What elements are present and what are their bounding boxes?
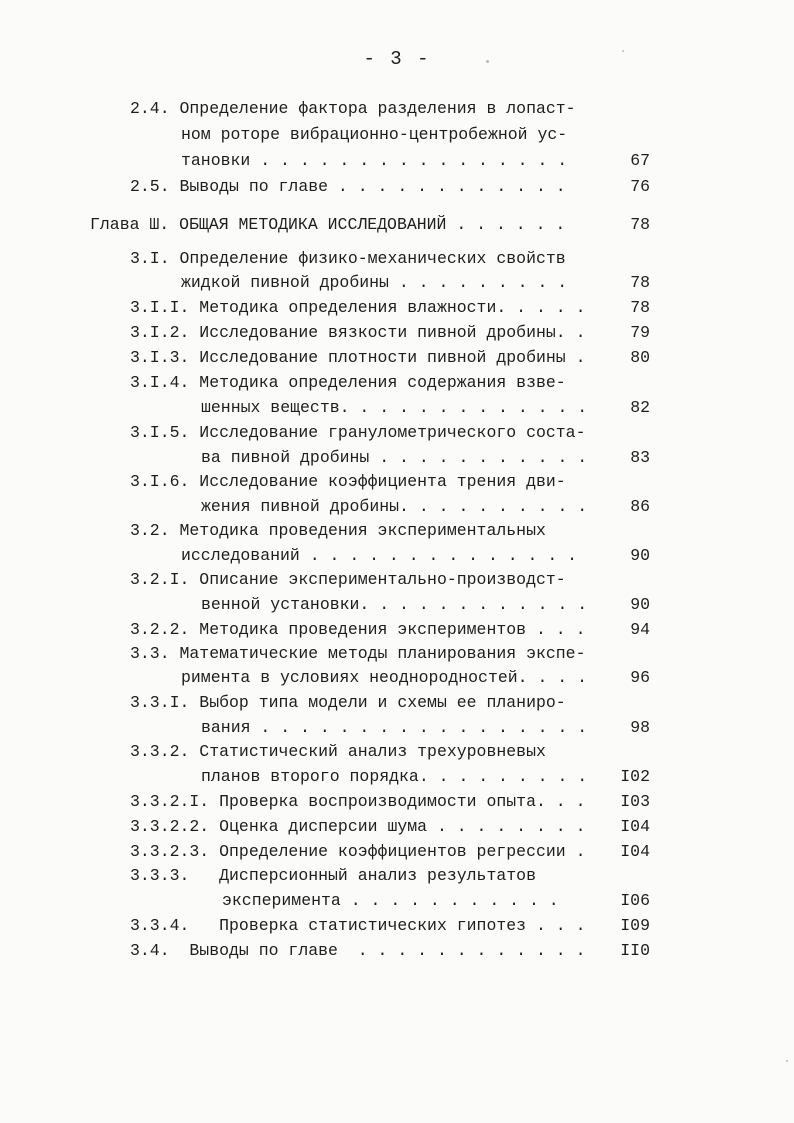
toc-entry-3-2-line-1: 3.2. Методика проведения экспериментальных: [130, 521, 546, 540]
scan-speck: [622, 50, 624, 52]
toc-entry-3-3-4-page: I09: [620, 916, 650, 935]
toc-entry-3-3-4: 3.3.4. Проверка статистических гипотез . . .: [130, 916, 586, 935]
toc-entry-3-3-line-2: римента в условиях неоднородностей. . . .: [181, 668, 587, 687]
toc-entry-3-1-1-page: 78: [630, 298, 650, 317]
toc-chapter-3-page: 78: [630, 215, 650, 234]
toc-entry-3-3-2-page: I02: [620, 767, 650, 786]
toc-entry-3-2-2: 3.2.2. Методика проведения экспериментов . . .: [130, 620, 586, 639]
toc-entry-3-3-2-2-page: I04: [620, 817, 650, 836]
toc-entry-3-3-2-1-page: I03: [620, 792, 650, 811]
toc-entry-3-1-5-line-1: 3.I.5. Исследование гранулометрического соста-: [130, 423, 586, 442]
toc-entry-3-1-1: 3.I.I. Методика определения влажности. . . . .: [130, 298, 586, 317]
toc-entry-3-2-1-line-2: венной установки. . . . . . . . . . . .: [201, 595, 588, 614]
scan-speck: [786, 1060, 788, 1062]
toc-entry-2-4-line-3: тановки . . . . . . . . . . . . . . . .: [181, 151, 568, 170]
toc-entry-3-1-3: 3.I.3. Исследование плотности пивной дробины .: [130, 348, 586, 367]
toc-entry-3-1-2-page: 79: [630, 323, 650, 342]
toc-entry-3-3-1-page: 98: [630, 718, 650, 737]
toc-entry-3-3-2-3-page: I04: [620, 842, 650, 861]
toc-entry-3-1-3-page: 80: [630, 348, 650, 367]
toc-entry-2-5-page: 76: [630, 177, 650, 196]
toc-entry-3-1-2: 3.I.2. Исследование вязкости пивной дробины. .: [130, 323, 586, 342]
toc-entry-2-4-line-2: ном роторе вибрационно-центробежной ус-: [181, 125, 568, 144]
toc-entry-2-5: 2.5. Выводы по главе . . . . . . . . . . . .: [130, 177, 566, 196]
toc-entry-3-2-1-line-1: 3.2.I. Описание экспериментально-производст-: [130, 570, 566, 589]
toc-entry-3-3-1-line-2: вания . . . . . . . . . . . . . . . . .: [201, 718, 588, 737]
toc-entry-3-3-2-2: 3.3.2.2. Оценка дисперсии шума . . . . . . . .: [130, 817, 586, 836]
toc-entry-3-1-4-page: 82: [630, 398, 650, 417]
toc-entry-3-3-page: 96: [630, 668, 650, 687]
toc-entry-3-2-2-page: 94: [630, 620, 650, 639]
toc-entry-3-3-2-line-2: планов второго порядка. . . . . . . . .: [201, 767, 588, 786]
toc-entry-3-3-3-line-1: 3.3.3. Дисперсионный анализ результатов: [130, 866, 536, 885]
toc-entry-3-1-5-page: 83: [630, 448, 650, 467]
toc-entry-3-1-5-line-2: ва пивной дробины . . . . . . . . . . .: [201, 448, 588, 467]
toc-entry-3-3-2-3: 3.3.2.3. Определение коэффициентов регрессии .: [130, 842, 586, 861]
toc-entry-3-1-page: 78: [630, 273, 650, 292]
toc-entry-3-2-page: 90: [630, 546, 650, 565]
toc-entry-3-3-3-line-2: эксперимента . . . . . . . . . . .: [222, 891, 559, 910]
scan-speck: [486, 60, 489, 63]
toc-entry-3-2-line-2: исследований . . . . . . . . . . . . . .: [181, 546, 578, 565]
toc-entry-3-3-1-line-1: 3.3.I. Выбор типа модели и схемы ее планиро-: [130, 693, 566, 712]
toc-entry-3-1-line-2: жидкой пивной дробины . . . . . . . . .: [181, 273, 568, 292]
toc-entry-3-1-line-1: 3.I. Определение физико-механических свойств: [130, 249, 566, 268]
toc-entry-3-1-4-line-2: шенных веществ. . . . . . . . . . . . .: [201, 398, 588, 417]
toc-entry-3-2-1-page: 90: [630, 595, 650, 614]
toc-entry-3-3-2-line-1: 3.3.2. Статистический анализ трехуровневых: [130, 742, 546, 761]
page-number: - 3 -: [363, 48, 431, 70]
toc-entry-3-1-4-line-1: 3.I.4. Методика определения содержания взве-: [130, 373, 566, 392]
toc-entry-3-1-6-line-1: 3.I.6. Исследование коэффициента трения дви-: [130, 472, 566, 491]
toc-entry-3-3-3-page: I06: [620, 891, 650, 910]
toc-entry-3-4-page: II0: [620, 941, 650, 960]
toc-entry-3-3-2-1: 3.3.2.I. Проверка воспроизводимости опыта. . .: [130, 792, 586, 811]
toc-entry-2-4-page: 67: [630, 151, 650, 170]
toc-entry-3-3-line-1: 3.3. Математические методы планирования экспе-: [130, 644, 586, 663]
toc-entry-2-4-line-1: 2.4. Определение фактора разделения в лопаст-: [130, 99, 576, 118]
toc-entry-3-1-6-line-2: жения пивной дробины. . . . . . . . . .: [201, 497, 588, 516]
toc-entry-3-4: 3.4. Выводы по главе . . . . . . . . . . . .: [130, 941, 586, 960]
toc-entry-3-1-6-page: 86: [630, 497, 650, 516]
toc-chapter-3: Глава Ш. ОБЩАЯ МЕТОДИКА ИССЛЕДОВАНИЙ . . . . . .: [90, 215, 566, 234]
